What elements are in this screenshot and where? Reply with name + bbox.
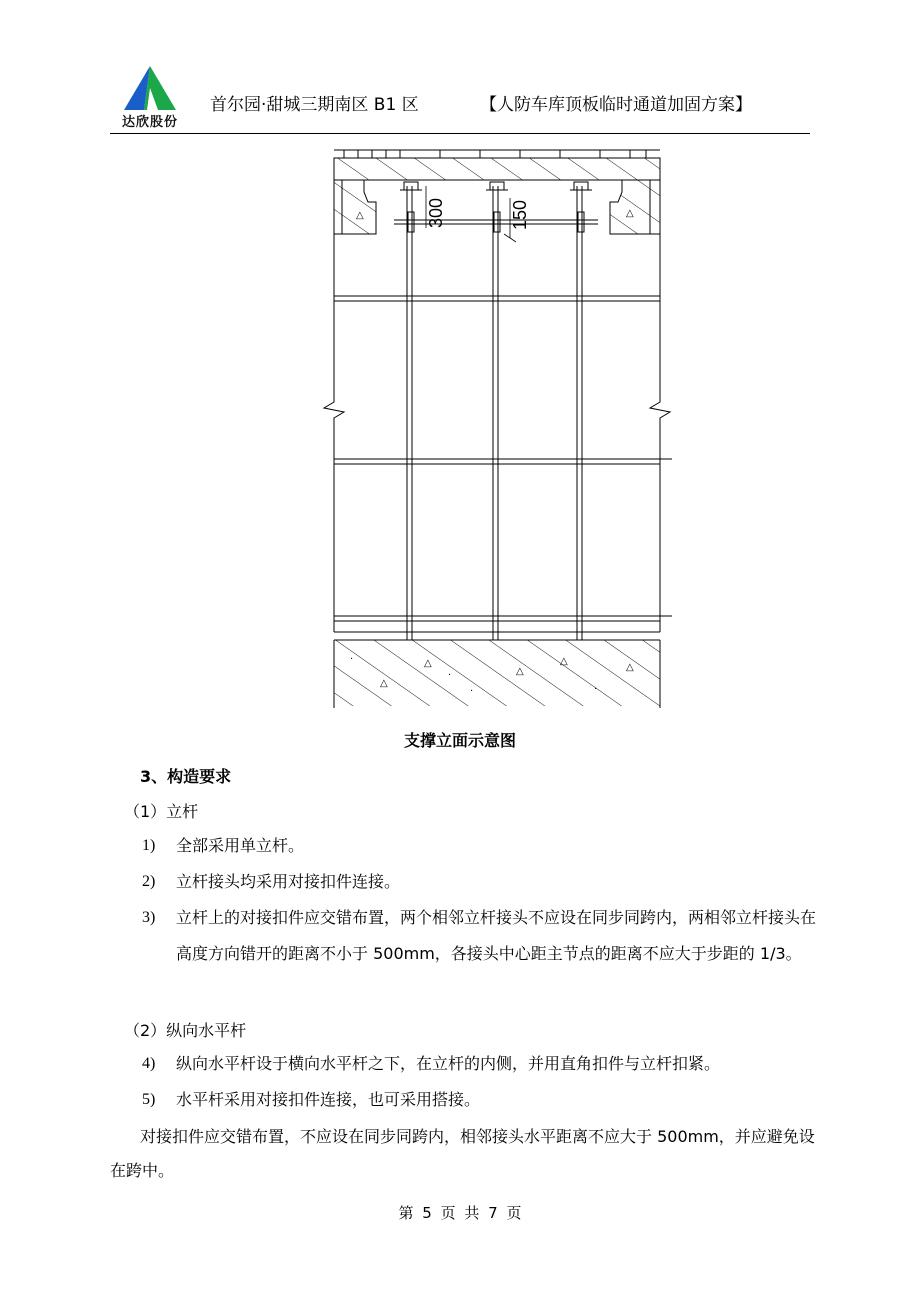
svg-text:△: △ [424, 658, 432, 669]
page-footer: 第 5 页 共 7 页 [398, 1204, 522, 1222]
list-item-number: 5) [142, 1091, 156, 1108]
logo-text: 达欣股份 [121, 115, 178, 130]
vertical-poles [407, 186, 582, 640]
dim-label-right: 150 [510, 199, 530, 230]
svg-text:·: · [448, 670, 452, 681]
body-paragraph: 对接扣件应交错布置，不应设在同步同跨内，相邻接头水平距离不应大于 500mm，并应避免设在跨中。 [110, 1127, 815, 1180]
section-title: 3、构造要求 [140, 767, 232, 786]
support-elevation-drawing [320, 146, 672, 712]
list-item [142, 1082, 822, 1118]
list-item [142, 828, 822, 864]
list-item-number: 2) [142, 873, 156, 890]
top-jacks [394, 182, 598, 232]
svg-text:·: · [594, 684, 598, 695]
list-item-text: 全部采用单立杆。 [176, 836, 305, 855]
svg-text:△: △ [516, 666, 524, 677]
list-item [142, 1046, 822, 1082]
list-item-text: 纵向水平杆设于横向水平杆之下，在立杆的内侧，并用直角扣件与立杆扣紧。 [176, 1054, 721, 1073]
floor-slab [334, 632, 660, 708]
dimension-300 [426, 186, 446, 228]
list-item-text: 水平杆采用对接扣件连接，也可采用搭接。 [176, 1090, 481, 1109]
side-walls [324, 234, 670, 632]
svg-text:△: △ [626, 208, 634, 219]
list-item-number: 1) [142, 837, 156, 854]
page-header [110, 58, 810, 136]
top-slab [334, 150, 660, 234]
subsection-ledger: （2）纵向水平杆 [124, 1021, 247, 1040]
horizontal-ledgers [334, 296, 672, 621]
list-item-number: 3) [142, 909, 156, 926]
svg-text:△: △ [560, 656, 568, 667]
svg-text:·: · [470, 686, 474, 697]
dim-label-left: 300 [426, 197, 446, 228]
list-item-text: 立杆接头均采用对接扣件连接。 [176, 872, 401, 891]
svg-text:·: · [350, 654, 354, 665]
svg-text:△: △ [356, 210, 364, 221]
subsection-pole: （1）立杆 [124, 802, 199, 821]
list-item-number: 4) [142, 1055, 156, 1072]
list-item [142, 864, 822, 900]
header-project: 首尔园·甜城三期南区 B1 区 [210, 95, 419, 115]
list-item-text: 立杆上的对接扣件应交错布置，两个相邻立杆接头不应设在同步同跨内，两相邻立杆接头在高度方向错开的距离不小于 500mm，各接头中心距主节点的距离不应大于步距的 1/3。 [176, 908, 817, 963]
list-item [142, 900, 822, 972]
figure-caption: 支撑立面示意图 [403, 731, 516, 750]
svg-text:△: △ [380, 678, 388, 689]
header-doc-title: 【人防车库顶板临时通道加固方案】 [480, 95, 752, 115]
header-rule [110, 133, 810, 134]
svg-text:△: △ [626, 662, 634, 673]
